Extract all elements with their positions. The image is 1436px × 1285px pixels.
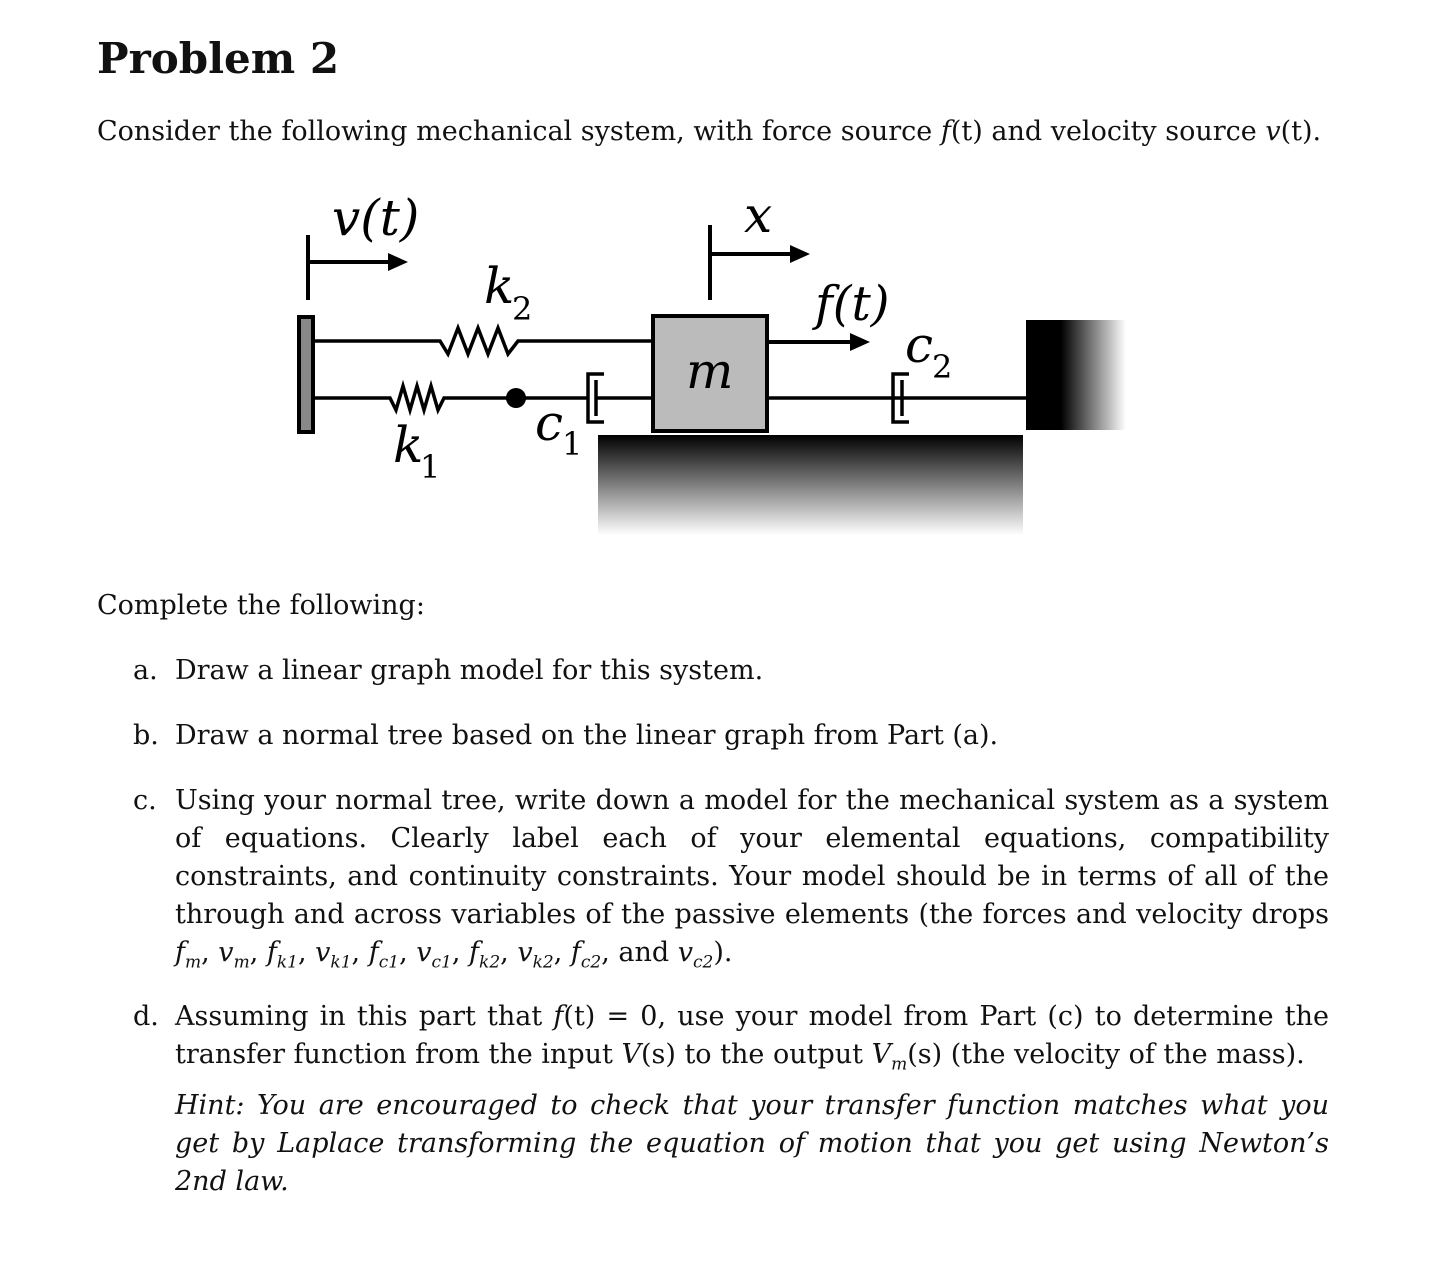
mechanical-system-diagram <box>0 0 1436 560</box>
svg-text:k: k <box>393 416 424 474</box>
complete-heading: Complete the following: <box>97 590 425 621</box>
part-b: b. Draw a normal tree based on the linear graph from Part (a). <box>133 720 999 751</box>
part-a: a. Draw a linear graph model for this system. <box>133 655 764 686</box>
spring-k1 <box>313 386 516 410</box>
hint-text: Hint: You are encouraged to check that your transfer function matches what you get by Laplace transforming the equation of motion that you get using Newton’s 2nd law. <box>175 1090 1329 1197</box>
label-v-t: v(t) <box>332 189 420 247</box>
part-c: c. Using your normal tree, write down a model for the mechanical system as a system of equations. Clearly label each of your elemental equations, compatibility constraints, and continuity constraints. Your model should be in terms of all of the through and across variables of the passive elements (the forces and velocity drops $f_m$, $v_m$, $f_{k1}$, $v_{k1}$, $f_{c1}$, $v_{c1}$, $f_{k2}$, $v_{k2}$, $f_{c2}$, and $v_{c2}$). <box>133 785 1329 973</box>
right-wall <box>1026 320 1126 430</box>
label-x: x <box>744 186 773 244</box>
svg-text:2: 2 <box>932 348 953 386</box>
intro-text: Consider the following mechanical system, with force source f(t) and velocity source v(t). <box>97 116 1322 147</box>
svg-text:2: 2 <box>512 290 533 328</box>
svg-text:1: 1 <box>420 448 441 486</box>
label-c1 <box>535 394 582 463</box>
spring-k2 <box>313 328 653 354</box>
label-k1 <box>393 416 440 486</box>
label-k2 <box>484 257 532 328</box>
svg-text:1: 1 <box>562 425 583 463</box>
displacement-arrow-head <box>790 245 810 263</box>
velocity-arrow-head <box>388 253 408 271</box>
label-m: m <box>686 342 734 400</box>
left-plate <box>299 317 313 432</box>
svg-text:c: c <box>905 316 934 374</box>
force-arrow-head <box>850 333 870 351</box>
label-f-t: f(t) <box>815 276 890 332</box>
svg-text:c: c <box>535 394 564 452</box>
label-c2 <box>905 316 952 386</box>
problem-title: Problem 2 <box>97 34 340 83</box>
damper-c2 <box>767 374 1026 422</box>
svg-text:k: k <box>484 257 515 315</box>
ground <box>598 435 1023 535</box>
part-d: d. Assuming in this part that f(t) = 0, use your model from Part (c) to determine the transfer function from the input V(s) to the output $V_m(s)$ (the velocity of the mass). <box>133 1001 1329 1075</box>
